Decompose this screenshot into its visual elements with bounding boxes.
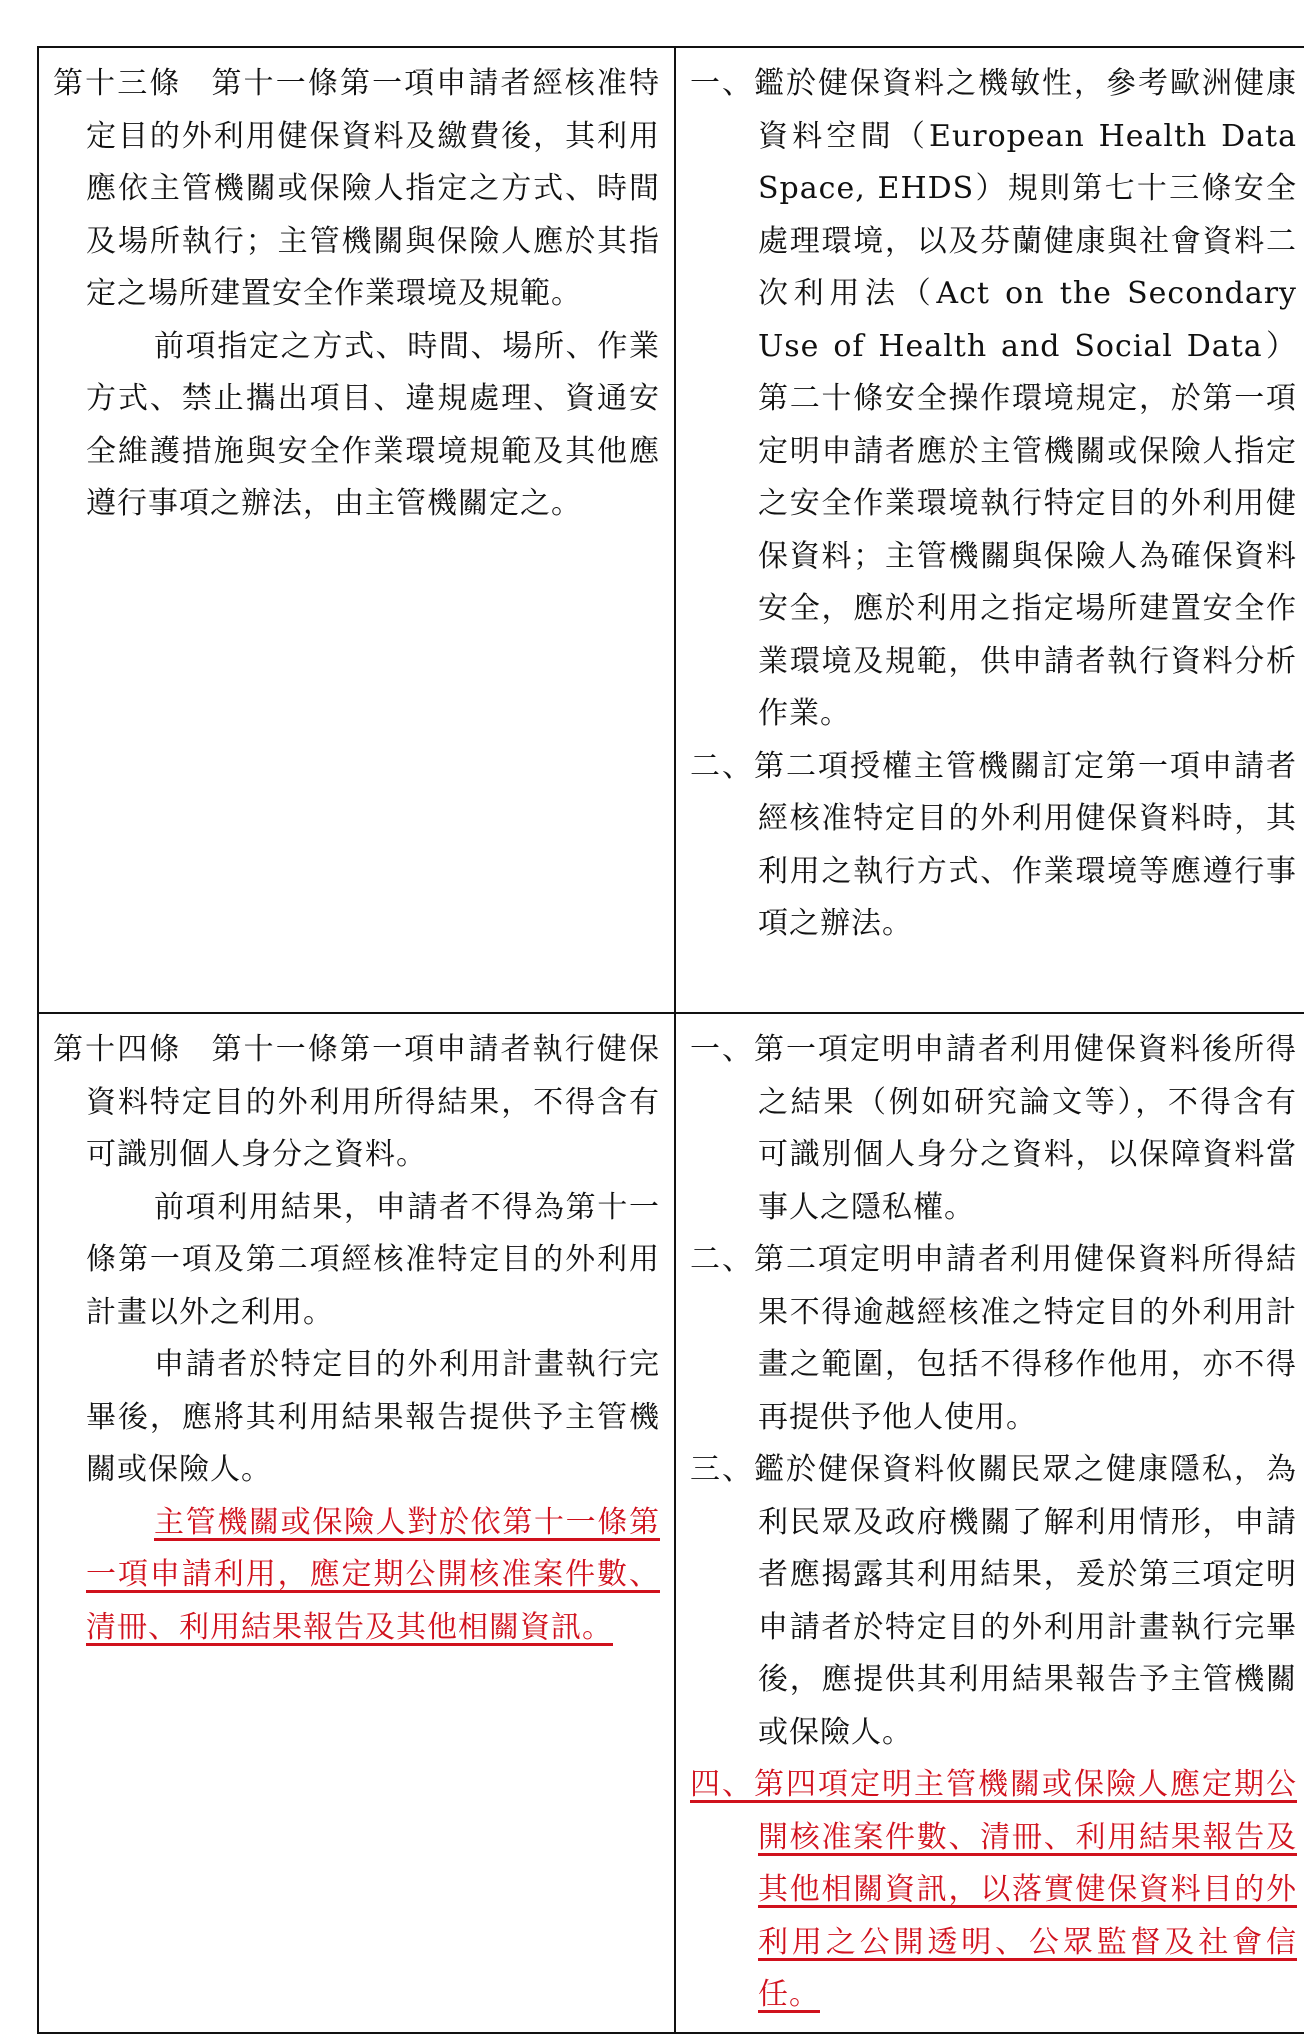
explanation-item: 一、鑑於健保資料之機敏性，參考歐洲健康資料空間（European Health Data Space, EHDS）規則第七十三條安全處理環境，以及芬蘭健康與社會資料二次利用法（Act on the Secondary Use of Health and Social Data）第二十條安全操作環境規定，於第一項定明申請者應於主管機關或保險人指定之安全作業環境執行特定目的外利用健保資料；主管機關與保險人為確保資料安全，應於利用之指定場所建置安全作業環境及規範，供申請者執行資料分析作業。 xyxy=(690,66,1297,731)
article-13-paragraph-2: 前項指定之方式、時間、場所、作業方式、禁止攜出項目、違規處理、資通安全維護措施與安全作業環境規範及其他應遵行事項之辦法，由主管機關定之。 xyxy=(86,328,660,521)
table-row xyxy=(38,1013,1304,2033)
article-14-paragraph-2: 前項利用結果，申請者不得為第十一條第一項及第二項經核准特定目的外利用計畫以外之利用。 xyxy=(86,1189,660,1330)
document-page xyxy=(37,46,1297,2034)
explanation-item: 一、第一項定明申請者利用健保資料後所得之結果（例如研究論文等），不得含有可識別個人身分之資料，以保障資料當事人之隱私權。 xyxy=(690,1032,1297,1225)
article-14-paragraph-1: 第十四條 第十一條第一項申請者執行健保資料特定目的外利用所得結果，不得含有可識別個人身分之資料。 xyxy=(53,1032,661,1172)
article-13-cell xyxy=(38,47,675,1013)
article-14-cell xyxy=(38,1013,675,2033)
explanation-item-amended: 四、第四項定明主管機關或保險人應定期公開核准案件數、清冊、利用結果報告及其他相關資訊，以落實健保資料目的外利用之公開透明、公眾監督及社會信任。 xyxy=(690,1767,1297,2012)
article-13-explanation-cell xyxy=(675,47,1304,1013)
explanation-item: 二、第二項授權主管機關訂定第一項申請者經核准特定目的外利用健保資料時，其利用之執行方式、作業環境等應遵行事項之辦法。 xyxy=(690,748,1297,941)
explanation-item: 三、鑑於健保資料攸關民眾之健康隱私，為利民眾及政府機關了解利用情形，申請者應揭露其利用結果，爰於第三項定明申請者於特定目的外利用計畫執行完畢後，應提供其利用結果報告予主管機關或保險人。 xyxy=(690,1452,1297,1750)
table-row xyxy=(38,47,1304,1013)
article-number: 第十四條 xyxy=(53,1032,182,1067)
explanation-item: 二、第二項定明申請者利用健保資料所得結果不得逾越經核准之特定目的外利用計畫之範圍，包括不得移作他用，亦不得再提供予他人使用。 xyxy=(690,1242,1297,1435)
article-13-paragraph-1: 第十三條 第十一條第一項申請者經核准特定目的外利用健保資料及繳費後，其利用應依主管機關或保險人指定之方式、時間及場所執行；主管機關與保險人應於其指定之場所建置安全作業環境及規範。 xyxy=(53,66,661,311)
article-14-paragraph-3: 申請者於特定目的外利用計畫執行完畢後，應將其利用結果報告提供予主管機關或保險人。 xyxy=(86,1347,660,1487)
article-14-amended-paragraph-4: 主管機關或保險人對於依第十一條第一項申請利用，應定期公開核准案件數、清冊、利用結果報告及其他相關資訊。 xyxy=(86,1504,660,1645)
comparison-table xyxy=(37,46,1304,2034)
article-14-explanation-cell xyxy=(675,1013,1304,2033)
article-number: 第十三條 xyxy=(53,66,182,101)
